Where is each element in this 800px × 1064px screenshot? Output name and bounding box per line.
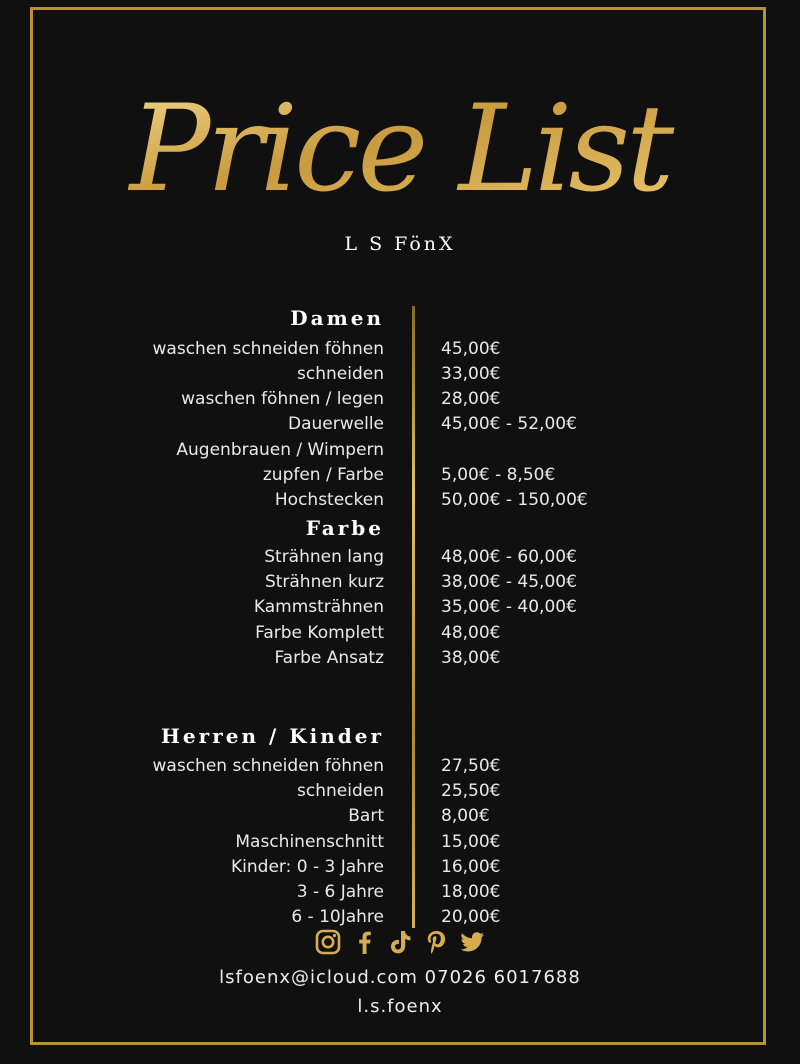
service-label: Dauerwelle xyxy=(288,414,384,434)
price-list-title xyxy=(100,20,700,250)
service-price: 28,00€ xyxy=(441,389,501,409)
section-heading-damen: Damen xyxy=(290,306,384,330)
tiktok-icon[interactable] xyxy=(386,928,414,956)
service-label: 6 - 10Jahre xyxy=(291,907,384,927)
section-heading-farbe: Farbe xyxy=(305,516,384,540)
list-item xyxy=(0,779,800,805)
service-label: schneiden xyxy=(297,781,384,801)
service-price: 50,00€ - 150,00€ xyxy=(441,490,588,510)
list-item xyxy=(0,438,800,464)
service-price: 48,00€ xyxy=(441,623,501,643)
list-item xyxy=(0,646,800,672)
list-item xyxy=(0,830,800,856)
service-price: 20,00€ xyxy=(441,907,501,927)
service-label: Bart xyxy=(348,806,384,826)
service-label: Augenbrauen / Wimpern xyxy=(176,440,384,460)
list-item xyxy=(0,855,800,881)
service-label: Strähnen lang xyxy=(264,547,384,567)
service-price: 45,00€ xyxy=(441,339,501,359)
list-item xyxy=(0,804,800,830)
service-price: 18,00€ xyxy=(441,882,501,902)
list-item xyxy=(0,488,800,514)
list-item xyxy=(0,880,800,906)
list-item xyxy=(0,595,800,621)
twitter-icon[interactable] xyxy=(458,928,486,956)
social-icons xyxy=(0,928,800,958)
service-price: 38,00€ xyxy=(441,648,501,668)
title-script: Price List xyxy=(129,80,671,219)
service-label: Kammsträhnen xyxy=(253,597,384,617)
service-price: 15,00€ xyxy=(441,832,501,852)
service-price: 38,00€ - 45,00€ xyxy=(441,572,577,592)
brand-name: L S FönX xyxy=(344,233,456,255)
list-item xyxy=(0,754,800,780)
service-price: 5,00€ - 8,50€ xyxy=(441,465,556,485)
list-item xyxy=(0,463,800,489)
list-item xyxy=(0,570,800,596)
list-item xyxy=(0,545,800,571)
service-label: waschen föhnen / legen xyxy=(181,389,384,409)
list-item xyxy=(0,337,800,363)
facebook-icon[interactable] xyxy=(350,928,378,956)
service-price: 45,00€ - 52,00€ xyxy=(441,414,577,434)
list-item xyxy=(0,362,800,388)
service-label: Farbe Komplett xyxy=(255,623,384,643)
service-price: 16,00€ xyxy=(441,857,501,877)
service-label: waschen schneiden föhnen xyxy=(152,756,384,776)
section-heading-herren-kinder: Herren / Kinder xyxy=(161,724,384,748)
service-label: Hochstecken xyxy=(274,490,384,510)
list-item xyxy=(0,412,800,438)
instagram-icon[interactable] xyxy=(314,928,342,956)
pinterest-icon[interactable] xyxy=(422,928,450,956)
service-label: Farbe Ansatz xyxy=(274,648,384,668)
service-price: 25,50€ xyxy=(441,781,501,801)
service-price: 35,00€ - 40,00€ xyxy=(441,597,577,617)
service-label: Strähnen kurz xyxy=(264,572,384,592)
service-price: 27,50€ xyxy=(441,756,501,776)
service-price: 33,00€ xyxy=(441,364,501,384)
service-label: waschen schneiden föhnen xyxy=(152,339,384,359)
service-label: Maschinenschnitt xyxy=(235,832,384,852)
service-label: Kinder: 0 - 3 Jahre xyxy=(231,857,384,877)
service-label: schneiden xyxy=(297,364,384,384)
service-label: zupfen / Farbe xyxy=(262,465,384,485)
list-item xyxy=(0,621,800,647)
list-item xyxy=(0,387,800,413)
service-label: 3 - 6 Jahre xyxy=(296,882,384,902)
service-price: 48,00€ - 60,00€ xyxy=(441,547,577,567)
service-price: 8,00€ xyxy=(441,806,490,826)
instagram-handle: l.s.foenx xyxy=(357,996,443,1017)
contact-line: lsfoenx@icloud.com 07026 6017688 xyxy=(219,967,581,988)
